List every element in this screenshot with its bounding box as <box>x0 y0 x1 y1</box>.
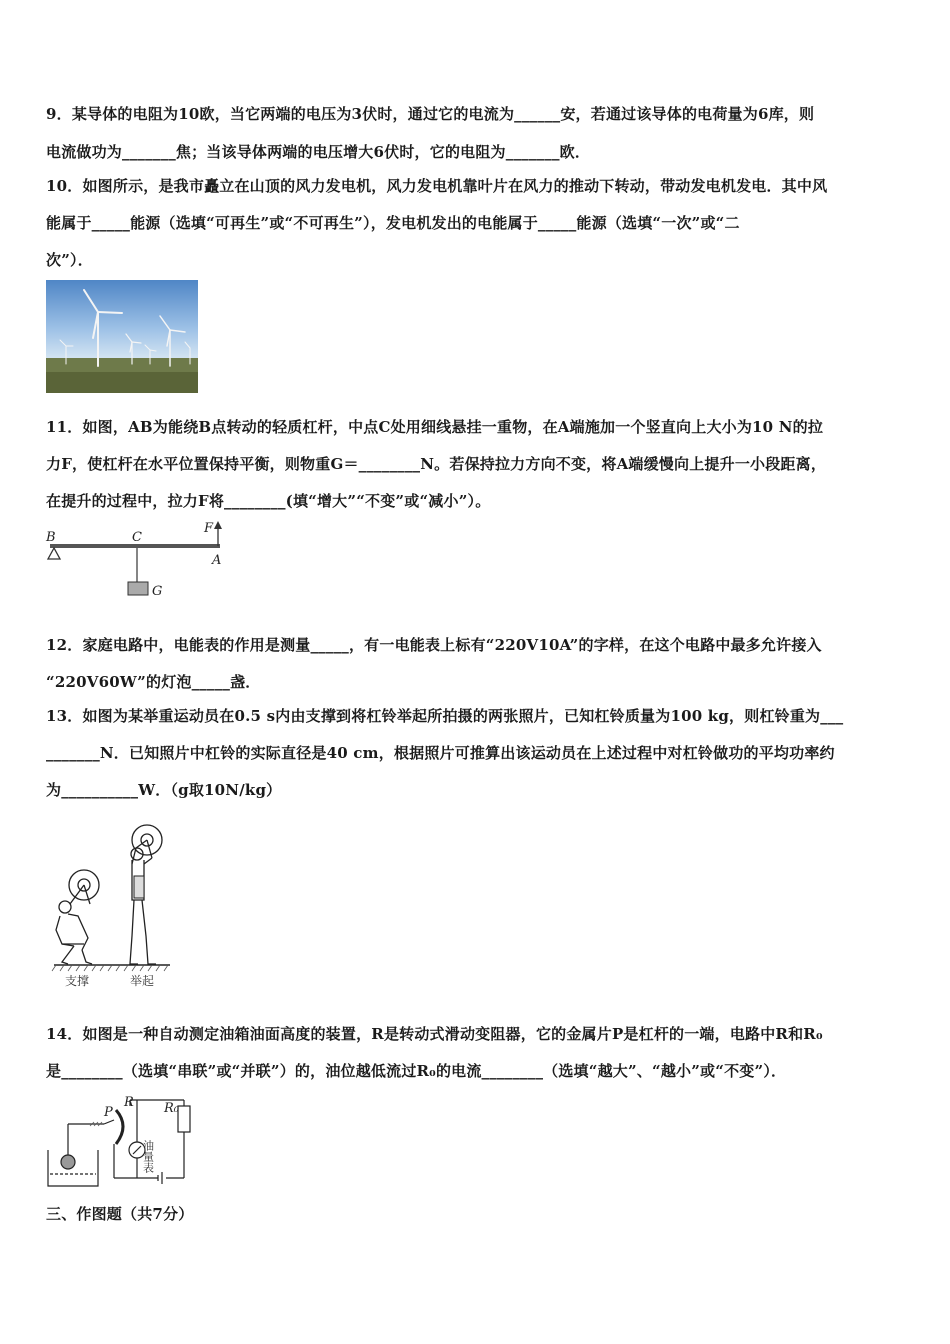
q10-line-3: 次”）． <box>46 251 93 269</box>
q9-line-1: 9．某导体的电阻为10欧，当它两端的电压为3伏时，通过它的电流为______安，若通过该导体的电荷量为6库，则 <box>46 105 815 123</box>
section-3-heading: 三、作图题（共7分） <box>46 1205 194 1223</box>
q12-line-1: 12．家庭电路中，电能表的作用是测量_____，有一电能表上标有“220V10A”的字样，在这个电路中最多允许接入 <box>46 636 822 654</box>
q11-line-3: 在提升的过程中，拉力F将________(填“增大”“不变”或“减小”）。 <box>46 492 491 510</box>
q14-line-2: 是________（选填“串联”或“并联”）的，油位越低流过R₀的电流________（选填“越大”、“越小”或“不变”）． <box>46 1062 787 1080</box>
wind-turbine-photo <box>46 280 198 393</box>
circuit-label-meter: 油量表 <box>141 1140 155 1173</box>
q12-line-2: “220V60W”的灯泡_____盏． <box>46 673 261 691</box>
q11-line-2: 力F，使杠杆在水平位置保持平衡，则物重G＝________N。若保持拉力方向不变，将A端缓慢向上提升一小段距离， <box>46 455 827 473</box>
q14-line-1: 14．如图是一种自动测定油箱油面高度的装置，R是转动式滑动变阻器，它的金属片P是杠杆的一端，电路中R和R₀ <box>46 1025 823 1043</box>
lever-label-g: G <box>152 584 163 599</box>
lever-label-b: B <box>46 530 56 545</box>
lever-label-f: F <box>204 521 214 536</box>
q13-line-2: _______N．已知照片中杠铃的实际直径是40 cm，根据照片可推算出该运动员在上述过程中对杠铃做功的平均功率约 <box>46 744 835 762</box>
caption-support: 支撑 <box>65 974 90 988</box>
circuit-label-r0: R₀ <box>164 1101 179 1116</box>
q10-line-2: 能属于_____能源（选填“可再生”或“不可再生”），发电机发出的电能属于_____能源（选填“一次”或“二 <box>46 214 740 232</box>
circuit-label-p: P <box>104 1105 113 1120</box>
oil-gauge-circuit <box>44 1092 204 1192</box>
q13-line-1: 13．如图为某举重运动员在0.5 s内由支撑到将杠铃举起所拍摄的两张照片，已知杠铃质量为100 kg，则杠铃重为___ <box>46 707 844 725</box>
q11-line-1: 11．如图，AB为能绕B点转动的轻质杠杆，中点C处用细线悬挂一重物，在A端施加一个竖直向上大小为10 N的拉 <box>46 418 824 436</box>
q13-line-3: 为__________W．（g取10N/kg） <box>46 781 282 799</box>
lever-diagram <box>44 520 234 602</box>
q10-line-1: 10．如图所示，是我市矗立在山顶的风力发电机，风力发电机靠叶片在风力的推动下转动，带动发电机发电．其中风 <box>46 177 828 195</box>
lever-label-c: C <box>132 530 142 545</box>
circuit-label-r: R <box>124 1095 134 1110</box>
weightlifter-diagram <box>48 812 178 992</box>
lever-label-a: A <box>212 553 222 568</box>
q9-line-2: 电流做功为_______焦；当该导体两端的电压增大6伏时，它的电阻为_______欧． <box>46 143 591 161</box>
caption-lift: 举起 <box>130 974 155 988</box>
